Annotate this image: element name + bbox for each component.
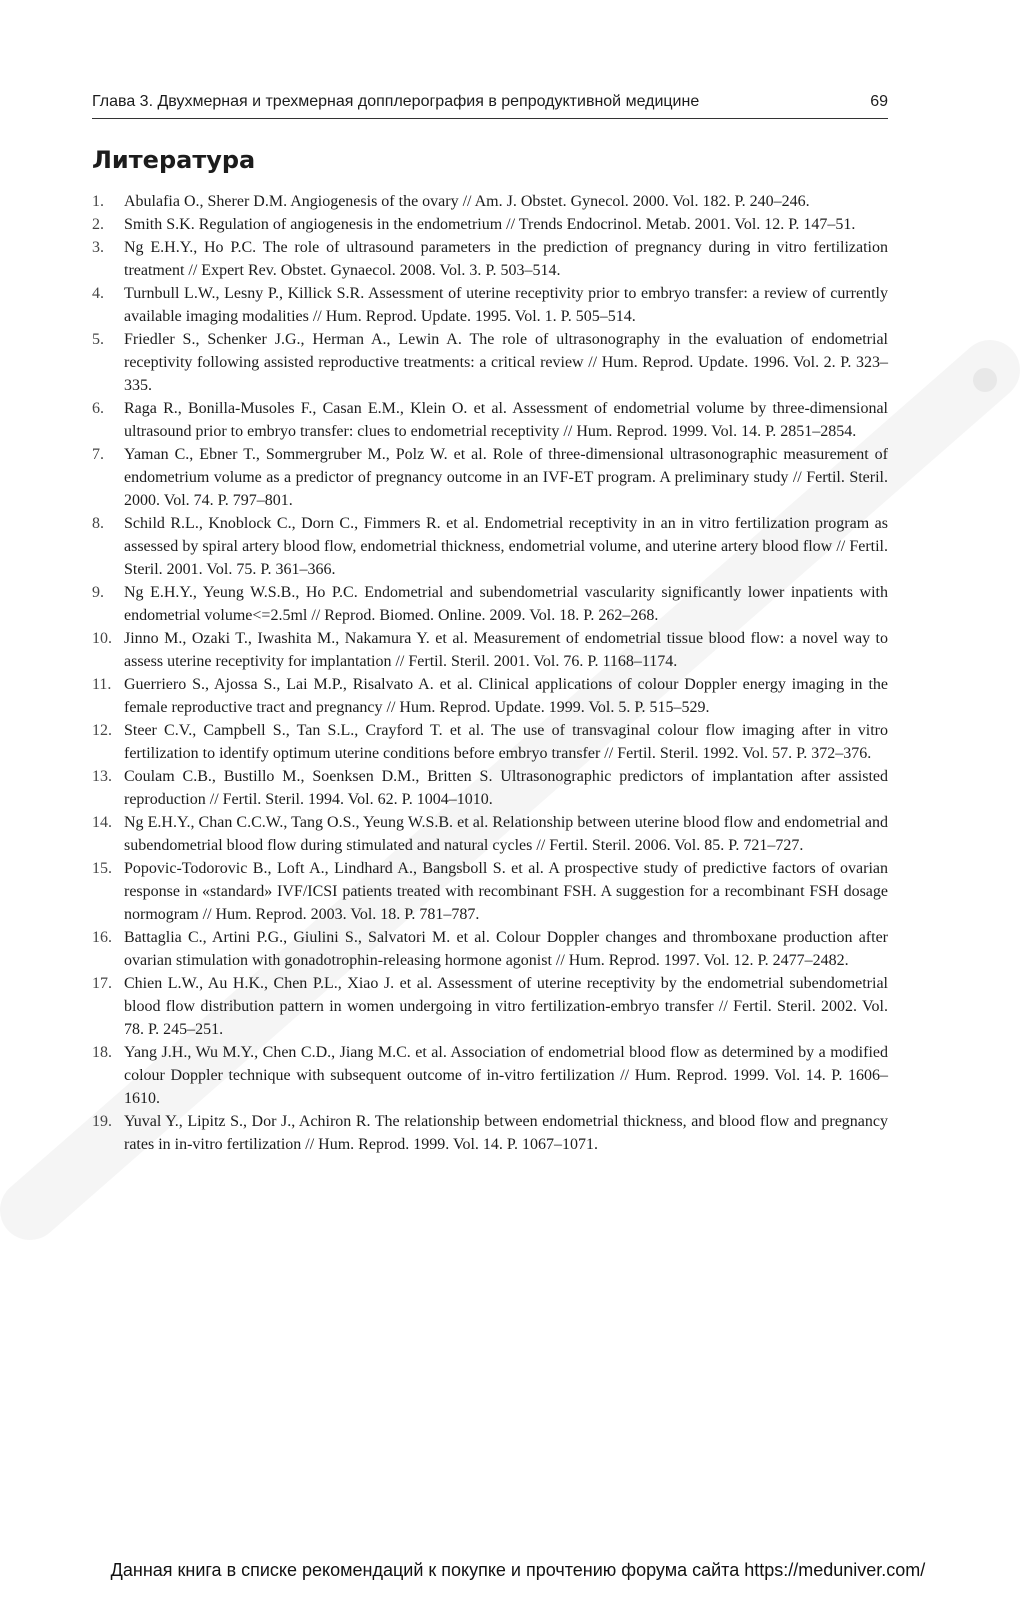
reference-text: Smith S.K. Regulation of angiogenesis in the endometrium // Trends Endocrinol. Metab. 2001. Vol. 12. P. 147–51. bbox=[124, 216, 856, 233]
reference-number: 5. bbox=[92, 331, 104, 348]
reference-text: Raga R., Bonilla-Musoles F., Casan E.M., Klein O. et al. Assessment of endometrial volume by three-dimensional ultrasound prior to embryo transfer: clues to endometrial receptivity // Hum. Reprod. 1999. Vol. 14. P. 2851–2854. bbox=[124, 400, 888, 440]
reference-item bbox=[92, 213, 888, 236]
reference-number: 12. bbox=[92, 722, 112, 739]
reference-number: 11. bbox=[92, 676, 112, 693]
page-number: 69 bbox=[870, 93, 888, 110]
reference-number: 15. bbox=[92, 860, 112, 877]
reference-text: Abulafia O., Sherer D.M. Angiogenesis of the ovary // Am. J. Obstet. Gynecol. 2000. Vol. 182. P. 240–246. bbox=[124, 193, 810, 210]
reference-text: Coulam C.B., Bustillo M., Soenksen D.M., Britten S. Ultrasonographic predictors of implantation after assisted reproduction // Fertil. Steril. 1994. Vol. 62. P. 1004–1010. bbox=[124, 768, 888, 808]
reference-text: Ng E.H.Y., Ho P.C. The role of ultrasound parameters in the prediction of pregnancy during in vitro fertilization treatment // Expert Rev. Obstet. Gynaecol. 2008. Vol. 3. P. 503–514. bbox=[124, 239, 888, 279]
reference-number: 7. bbox=[92, 446, 104, 463]
reference-item bbox=[92, 282, 888, 328]
reference-text: Jinno M., Ozaki T., Iwashita M., Nakamura Y. et al. Measurement of endometrial tissue blood flow: a novel way to assess uterine receptivity for implantation // Fertil. Steril. 2001. Vol. 76. P. 1168–1174. bbox=[124, 630, 888, 670]
reference-item bbox=[92, 627, 888, 673]
reference-text: Turnbull L.W., Lesny P., Killick S.R. Assessment of uterine receptivity prior to embryo transfer: a review of currently available imaging modalities // Hum. Reprod. Update. 1995. Vol. 1. P. 505–514. bbox=[124, 285, 888, 325]
reference-text: Ng E.H.Y., Chan C.C.W., Tang O.S., Yeung W.S.B. et al. Relationship between uterine blood flow and endometrial and subendometrial blood flow during stimulated and natural cycles // Fertil. Steril. 2006. Vol. 85. P. 721–727. bbox=[124, 814, 888, 854]
reference-number: 19. bbox=[92, 1113, 112, 1130]
reference-number: 9. bbox=[92, 584, 104, 601]
reference-text: Schild R.L., Knoblock C., Dorn C., Fimmers R. et al. Endometrial receptivity in an in vitro fertilization program as assessed by spiral artery blood flow, endometrial thickness, endometrial volume, and uterine artery blood flow // Fertil. Steril. 2001. Vol. 75. P. 361–366. bbox=[124, 515, 888, 578]
reference-item bbox=[92, 581, 888, 627]
reference-number: 18. bbox=[92, 1044, 112, 1061]
reference-text: Battaglia C., Artini P.G., Giulini S., Salvatori M. et al. Colour Doppler changes and thromboxane production after ovarian stimulation with gonadotrophin-releasing hormone agonist // Hum. Reprod. 1997. Vol. 12. P. 2477–2482. bbox=[124, 929, 888, 969]
reference-item bbox=[92, 765, 888, 811]
reference-item bbox=[92, 190, 888, 213]
reference-item bbox=[92, 811, 888, 857]
reference-text: Chien L.W., Au H.K., Chen P.L., Xiao J. et al. Assessment of uterine receptivity by the endometrial subendometrial blood flow distribution pattern in women undergoing in vitro fertilization-embryo transfer // Fertil. Steril. 2002. Vol. 78. P. 245–251. bbox=[124, 975, 888, 1038]
reference-item bbox=[92, 512, 888, 581]
section-title: Литература bbox=[92, 146, 256, 174]
reference-number: 4. bbox=[92, 285, 104, 302]
reference-text: Yaman C., Ebner T., Sommergruber M., Polz W. et al. Role of three-dimensional ultrasonographic measurement of endometrium volume as a predictor of pregnancy outcome in an IVF-ET program. A preliminary study // Fertil. Steril. 2000. Vol. 74. P. 797–801. bbox=[124, 446, 888, 509]
running-header bbox=[92, 88, 888, 119]
reference-item bbox=[92, 443, 888, 512]
reference-item bbox=[92, 236, 888, 282]
reference-text: Yang J.H., Wu M.Y., Chen C.D., Jiang M.C. et al. Association of endometrial blood flow as determined by a modified colour Doppler technique with subsequent outcome of in-vitro fertilization // Hum. Reprod. 1999. Vol. 14. P. 1606–1610. bbox=[124, 1044, 888, 1107]
reference-text: Friedler S., Schenker J.G., Herman A., Lewin A. The role of ultrasonography in the evaluation of endometrial receptivity following assisted reproductive treatments: a critical review // Hum. Reprod. Update. 1996. Vol. 2. P. 323–335. bbox=[124, 331, 888, 394]
reference-item bbox=[92, 1110, 888, 1156]
reference-number: 13. bbox=[92, 768, 112, 785]
reference-text: Ng E.H.Y., Yeung W.S.B., Ho P.C. Endometrial and subendometrial vascularity significantly lower inpatients with endometrial volume<=2.5ml // Reprod. Biomed. Online. 2009. Vol. 18. P. 262–268. bbox=[124, 584, 888, 624]
reference-number: 1. bbox=[92, 193, 104, 210]
reference-text: Yuval Y., Lipitz S., Dor J., Achiron R. The relationship between endometrial thickness, and blood flow and pregnancy rates in in-vitro fertilization // Hum. Reprod. 1999. Vol. 14. P. 1067–1071. bbox=[124, 1113, 888, 1153]
reference-item bbox=[92, 857, 888, 926]
reference-item bbox=[92, 719, 888, 765]
reference-number: 8. bbox=[92, 515, 104, 532]
reference-item bbox=[92, 328, 888, 397]
reference-number: 17. bbox=[92, 975, 112, 992]
reference-text: Popovic-Todorovic B., Loft A., Lindhard A., Bangsboll S. et al. A prospective study of predictive factors of ovarian response in «standard» IVF/ICSI patients treated with recombinant FSH. A suggestion for a recombinant FSH dosage normogram // Hum. Reprod. 2003. Vol. 18. P. 781–787. bbox=[124, 860, 888, 923]
reference-text: Steer C.V., Campbell S., Tan S.L., Crayford T. et al. The use of transvaginal colour flow imaging after in vitro fertilization to identify optimum uterine conditions before embryo transfer // Fertil. Steril. 1992. Vol. 57. P. 372–376. bbox=[124, 722, 888, 762]
reference-number: 6. bbox=[92, 400, 104, 417]
reference-list bbox=[92, 190, 888, 1156]
reference-text: Guerriero S., Ajossa S., Lai M.P., Risalvato A. et al. Clinical applications of colour Doppler energy imaging in the female reproductive tract and pregnancy // Hum. Reprod. Update. 1999. Vol. 5. P. 515–529. bbox=[124, 676, 888, 716]
reference-number: 14. bbox=[92, 814, 112, 831]
footer-note: Данная книга в списке рекомендаций к покупке и прочтению форума сайта https://meduniver.com/ bbox=[110, 1560, 926, 1580]
reference-item bbox=[92, 397, 888, 443]
chapter-title: Глава 3. Двухмерная и трехмерная допплерография в репродуктивной медицине bbox=[92, 93, 700, 110]
reference-number: 10. bbox=[92, 630, 112, 647]
reference-item bbox=[92, 673, 888, 719]
reference-item bbox=[92, 972, 888, 1041]
reference-number: 16. bbox=[92, 929, 112, 946]
reference-item bbox=[92, 926, 888, 972]
reference-number: 3. bbox=[92, 239, 104, 256]
reference-item bbox=[92, 1041, 888, 1110]
reference-number: 2. bbox=[92, 216, 104, 233]
